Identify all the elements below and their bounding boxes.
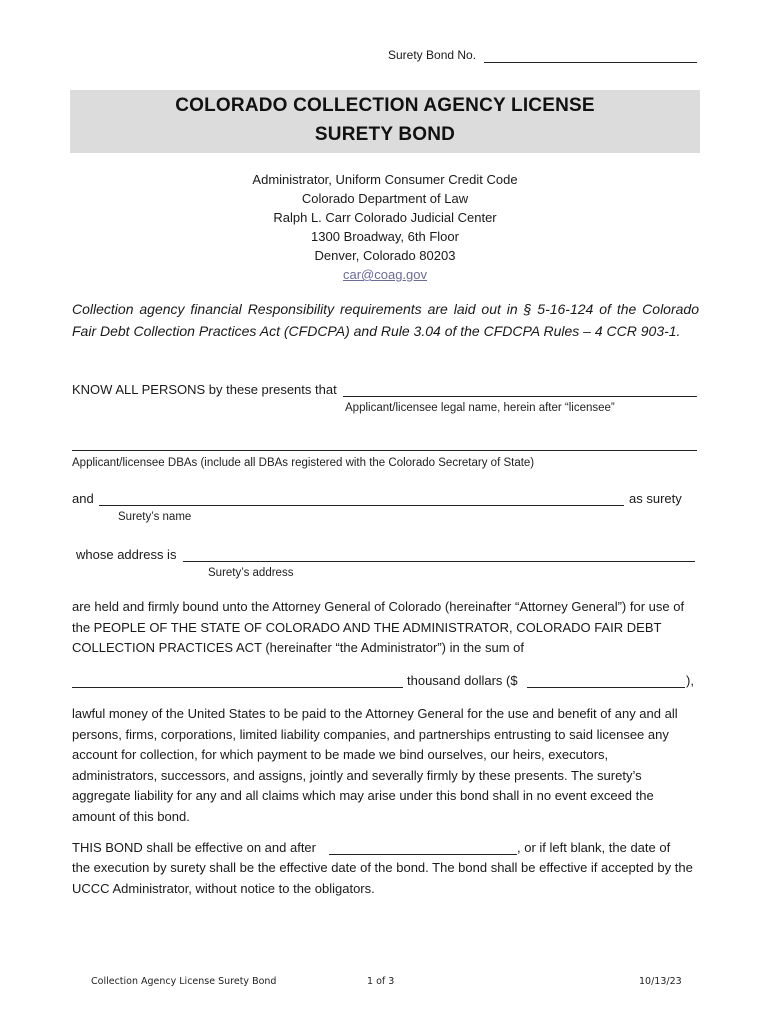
footer-doc-title: Collection Agency License Surety Bond	[91, 976, 277, 987]
admin-line-4: 1300 Broadway, 6th Floor	[311, 229, 459, 244]
intro-paragraph: Collection agency financial Responsibility requirements are laid out in § 5-16-124 of the Colorado Fair Debt Collection Practices Act (CFDCPA) and Rule 3.04 of the CFDCPA Rules – 4 CCR 903-1.	[72, 301, 699, 339]
amount-close-paren: ),	[686, 673, 694, 688]
as-surety-label: as surety	[629, 491, 682, 506]
whose-address-label: whose address is	[76, 547, 177, 562]
dbas-field[interactable]	[72, 450, 697, 451]
held-bound-paragraph: are held and firmly bound unto the Attorney General of Colorado (hereinafter “Attorney General”) for use of the PEOPLE OF THE STATE OF COLORADO AND THE ADMINISTRATOR, COLORADO FAIR DEBT COLLECTION PRACTICES ACT (hereinafter “the Administrator”) in the sum of	[72, 599, 685, 655]
surety-bond-no-label: Surety Bond No.	[388, 48, 477, 62]
surety-address-caption: Surety’s address	[208, 567, 294, 579]
licensee-name-caption: Applicant/licensee legal name, herein after “licensee”	[345, 402, 615, 414]
lawful-money-paragraph: lawful money of the United States to be paid to the Attorney General for the use and benefit of any and all persons, firms, corporations, limited liability companies, and partnerships entrusting to said licensee any account for collection, for which payment to be made we bind ourselves, our heirs, executors, administrators, successors, and assigns, jointly and severally firmly by these presents. The surety’s aggregate liability for any and all claims which may arise under this bond shall in no event exceed the amount of this bond.	[72, 706, 678, 824]
admin-line-2: Colorado Department of Law	[301, 191, 469, 206]
dbas-caption: Applicant/licensee DBAs (include all DBAs registered with the Colorado Secretary of State)	[72, 457, 535, 469]
thousand-dollars-label: thousand dollars ($	[407, 673, 518, 688]
footer-page-number: 1 of 3	[367, 976, 395, 987]
amount-number-field[interactable]	[527, 687, 685, 688]
surety-name-field[interactable]	[99, 505, 624, 506]
admin-line-3: Ralph L. Carr Colorado Judicial Center	[273, 210, 497, 225]
effective-suffix: , or if left blank, the date of	[517, 840, 671, 855]
surety-bond-no-field[interactable]	[484, 62, 697, 63]
amount-words-field[interactable]	[72, 687, 403, 688]
footer-date: 10/13/23	[639, 976, 682, 987]
and-label: and	[72, 491, 94, 506]
admin-email-link[interactable]: car@coag.gov	[342, 267, 428, 282]
know-all-persons-label: KNOW ALL PERSONS by these presents that	[72, 382, 337, 397]
page-subtitle: SURETY BOND	[314, 124, 456, 145]
effective-prefix: THIS BOND shall be effective on and after	[72, 840, 316, 855]
admin-line-1: Administrator, Uniform Consumer Credit Code	[252, 172, 518, 187]
effective-rest: the execution by surety shall be the effective date of the bond. The bond shall be effective if accepted by the UCCC Administrator, without notice to the obligators.	[72, 860, 693, 896]
page-title: COLORADO COLLECTION AGENCY LICENSE	[175, 95, 595, 116]
licensee-name-field[interactable]	[343, 396, 697, 397]
administrator-address	[70, 170, 700, 284]
surety-address-field[interactable]	[183, 561, 695, 562]
admin-line-5: Denver, Colorado 80203	[314, 248, 456, 263]
surety-name-caption: Surety’s name	[118, 511, 192, 523]
effective-date-field[interactable]	[329, 854, 517, 855]
title-banner	[70, 90, 700, 153]
